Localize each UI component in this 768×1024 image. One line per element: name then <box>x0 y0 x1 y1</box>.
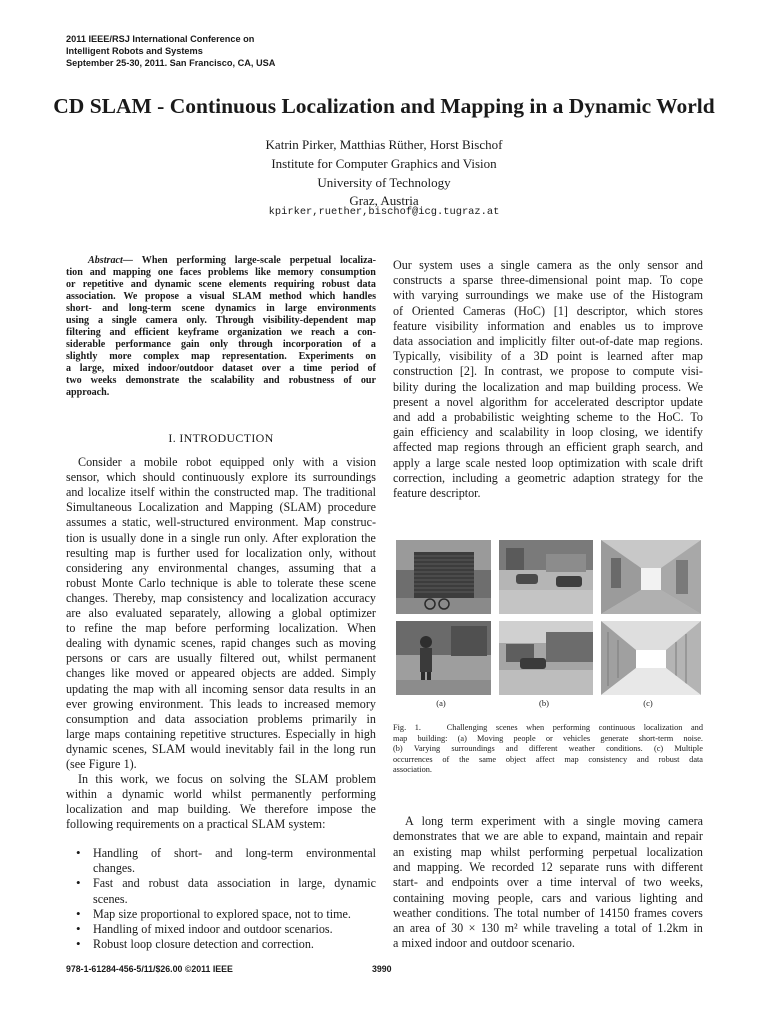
photo-a-bottom <box>396 621 491 695</box>
text-line: apply a large scale nested loop optimization with scale drift <box>393 455 703 470</box>
conference-line: September 25-30, 2011. San Francisco, CA, USA <box>66 58 276 68</box>
figure-photos <box>396 540 701 700</box>
copyright-footer: 978-1-61284-456-5/11/$26.00 ©2011 IEEE <box>66 964 233 974</box>
photo-b-bottom <box>499 621 593 695</box>
affiliation: Institute for Computer Graphics and Vision <box>271 155 497 171</box>
text-line: ever growing environment. This leads to increased memory <box>66 696 376 711</box>
text-line: or repetitive and dynamic scene elements requiring robust data <box>66 279 376 290</box>
text-line: persons or cars are usually filtered out, whilst permanent <box>66 651 376 666</box>
bullet-icon: • <box>76 936 81 952</box>
text-line: are also evaluated separately, allowing a global optimizer <box>66 606 376 620</box>
introduction-text <box>66 455 376 835</box>
figure-caption <box>393 723 703 783</box>
text-line: siderable performance gain only through incorporation of a <box>66 339 376 350</box>
list-item-text: Handling of short- and long-term environmental <box>93 846 376 860</box>
subfigure-label-a: (a) <box>436 698 446 708</box>
text-line: approach. <box>66 387 110 398</box>
bullet-icon: • <box>76 921 81 936</box>
text-line: with varying surroundings we make use of the Histogram <box>393 288 703 303</box>
right-column-text-2 <box>393 814 703 954</box>
conference-line: Intelligent Robots and Systems <box>66 46 203 56</box>
text-line: slightly more complex map representation. Experiments on <box>66 351 376 362</box>
text-line: and add a probabilistic weighting scheme to the HoC. To <box>393 410 703 424</box>
photo-c-top <box>601 540 701 614</box>
text-line: present a novel algorithm for accelerated descriptor update <box>393 394 703 409</box>
text-line: an existing map whilst performing perpetual localization <box>393 844 703 859</box>
list-item-text: scenes. <box>93 891 128 906</box>
author-block <box>114 136 654 211</box>
text-line: affected map regions through an efficient graph search, and <box>393 440 703 455</box>
text-line: tion is usually done in a single run only. After exploration the <box>66 530 376 545</box>
text-line: start- and endpoints over a time interval of two weeks, <box>393 875 703 890</box>
figure-1 <box>396 540 701 700</box>
affiliation: University of Technology <box>317 174 451 190</box>
text-line: filtering and efficient keyframe organization we reach a con- <box>66 327 376 338</box>
list-item-text: Fast and robust data association in large, dynamic <box>93 876 376 891</box>
text-line: constructs a sparse three-dimensional point map. To cope <box>393 273 703 288</box>
text-line: to refine the map before performing localization. When <box>66 621 376 636</box>
text-line: dynamic scenes, SLAM would inevitably fail in the long run <box>66 741 376 756</box>
text-line: dealing with dynamic scenes, rapid changes such as moving <box>66 636 376 651</box>
right-column-text <box>393 258 703 498</box>
bullet-icon: • <box>76 845 81 860</box>
photo-a-top <box>396 540 491 614</box>
text-line: gain efficiency and scalability in loop closing, we identify <box>393 425 703 440</box>
abstract <box>66 255 376 405</box>
text-line: within a dynamic world whilst permanently performing <box>66 787 376 802</box>
abstract-label: Abstract <box>88 255 123 266</box>
text-line: demonstrates that we are able to expand, maintain and repair <box>393 829 703 844</box>
text-line: a large, mixed indoor/outdoor dataset over a time period of <box>66 363 376 374</box>
conference-header <box>66 33 366 69</box>
text-line: using a single camera only. Through visibility-dependent map <box>66 315 376 326</box>
text-line: Simultaneous Localization and Mapping (SLAM) procedure <box>66 500 376 515</box>
list-item-text: Robust loop closure detection and correction. <box>93 937 314 952</box>
text-line: (see Figure 1). <box>66 757 137 771</box>
author-names: Katrin Pirker, Matthias Rüther, Horst Bischof <box>265 137 503 152</box>
bullet-icon: • <box>76 905 81 921</box>
conference-line: 2011 IEEE/RSJ International Conference on <box>66 34 255 44</box>
photo-b-top <box>499 540 593 614</box>
text-line: an area of 30 × 130 m² while traveling a total of 1.2km in <box>393 921 703 936</box>
photo-c-bottom <box>601 621 701 695</box>
text-line: tion and mapping one faces problems like memory consumption <box>66 267 376 278</box>
subfigure-label-b: (b) <box>539 698 549 708</box>
text-line: Fig. 1. Challenging scenes when performing continuous localization and <box>393 723 703 732</box>
author-email: kpirker,ruether,bischof@icg.tugraz.at <box>268 206 500 218</box>
affiliation: Graz, Austria <box>349 193 419 209</box>
text-line: data association and implicitly filter out-of-date map regions. <box>393 334 703 348</box>
text-line: bility during the localization and map building process. We <box>393 379 703 394</box>
paper-title: CD SLAM - Continuous Localization and Mapping in a Dynamic World <box>53 94 715 118</box>
text-line: a mixed indoor and outdoor scenario. <box>393 936 575 951</box>
text-line: following requirements on a practical SLAM system: <box>66 817 326 832</box>
bullet-icon: • <box>76 875 81 891</box>
text-line: considering any environmental changes, assuming that a <box>66 560 376 575</box>
page-number: 3990 <box>372 964 392 974</box>
list-item-text: Handling of mixed indoor and outdoor scenarios. <box>93 922 333 936</box>
text-line: containing moving people, cars and various lighting and <box>393 890 703 905</box>
subfigure-label-c: (c) <box>643 698 653 708</box>
text-line: association. We propose a visual SLAM method which handles <box>66 291 376 302</box>
text-line: feature descriptor. <box>393 486 481 500</box>
list-item-text: changes. <box>93 861 135 876</box>
text-line: feature visibility information and enables us to improve <box>393 318 703 333</box>
text-line: changes like moved or appeared objects are added. Simply <box>66 666 376 681</box>
text-line: robust Monte Carlo technique is able to tolerate these scene <box>66 575 376 590</box>
text-line: assumes a static, well-structured environment. Map construc- <box>66 515 376 530</box>
text-line: two weeks demonstrate the scalability and robustness of our <box>66 375 376 386</box>
list-item-text: Map size proportional to explored space, not to time. <box>93 906 351 921</box>
abstract-dash: — <box>122 255 133 266</box>
text-line: large maps containing repetitive structures. Especially in high <box>66 726 376 741</box>
text-line: sensor, which should continuously explore its surroundings <box>66 470 376 485</box>
text-line: (b) Varying surroundings and different weather conditions. (c) Multiple <box>393 744 703 754</box>
text-line: correction, including a geometric adaption strategy for the <box>393 470 703 485</box>
text-line: updating the map with all incoming sensor data results in an <box>66 681 376 696</box>
text-line: In this work, we focus on solving the SLAM problem <box>78 772 376 787</box>
text-line: occurrences of the same object affect map consistency and robust data <box>393 754 703 764</box>
text-line: and localize itself within the constructed map. The traditional <box>66 485 376 500</box>
text-line: association. <box>393 765 432 775</box>
text-line: Abstract— When performing large-scale perpetual localiza- <box>88 255 376 266</box>
text-line: and mapping. We recorded 12 separate runs with different <box>393 859 703 874</box>
text-line: weather conditions. The total number of 14150 frames covers <box>393 905 703 920</box>
text-line: A long term experiment with a single moving camera <box>405 814 703 828</box>
text-line: Our system uses a single camera as the only sensor and <box>393 258 703 272</box>
text-line: construction [2]. In contrast, we propose to compute visi- <box>393 364 703 379</box>
text-line: resulting map is further used for localization only, without <box>66 545 376 560</box>
text-line: of Oriented Cameras (HoC) [1] descriptor, which stores <box>393 303 703 318</box>
text-line: changes. Thereby, map consistency and localization accuracy <box>66 590 376 605</box>
section-heading-introduction: I. INTRODUCTION <box>168 431 274 445</box>
text-line: localization and map building. We therefore impose the <box>66 802 376 817</box>
text-line: Consider a mobile robot equipped only with a vision <box>78 455 376 469</box>
text-line: map building: (a) Moving people or vehicles generate short-term noise. <box>393 733 703 743</box>
text-line: consumption and data association problems primarily in <box>66 711 376 726</box>
text-line: short- and long-term scene dynamics in large environments <box>66 303 376 314</box>
text-line: Typically, visibility of a 3D point is learned after map <box>393 349 703 364</box>
